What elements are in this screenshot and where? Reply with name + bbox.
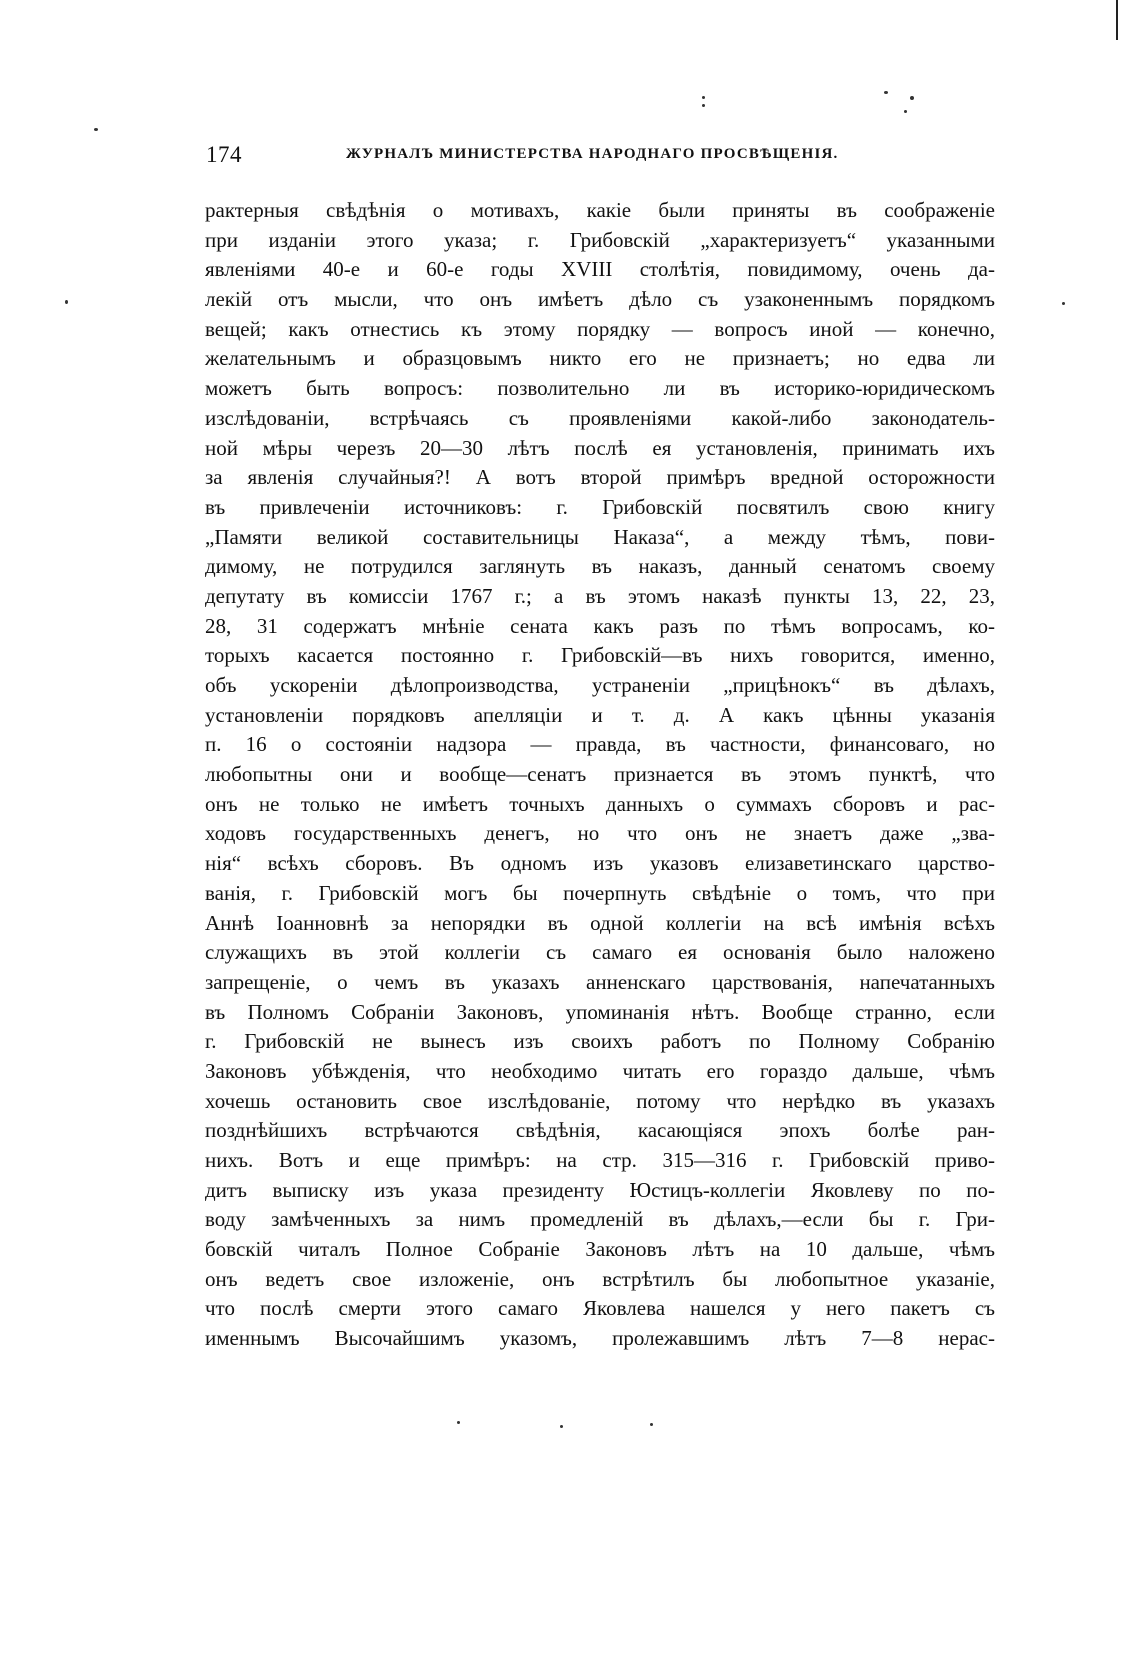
scan-speck: [702, 96, 705, 99]
text-line: вещей; какъ отнестись къ этому порядку — вопросъ иной — конечно,: [205, 316, 995, 341]
text-line: въ привлеченіи источниковъ: г. Грибовскій посвятилъ свою книгу: [205, 494, 995, 519]
text-line: въ Полномъ Собраніи Законовъ, упоминанія нѣтъ. Вообще странно, если: [205, 999, 995, 1024]
scan-speck: [884, 91, 888, 94]
text-line: онъ ведетъ свое изложеніе, онъ встрѣтилъ бы любопытное указаніе,: [205, 1266, 995, 1291]
text-line: именнымъ Высочайшимъ указомъ, пролежавшимъ лѣтъ 7—8 нерас-: [205, 1326, 995, 1351]
text-line: воду замѣченныхъ за нимъ промедленій въ дѣлахъ,—если бы г. Гри-: [205, 1207, 995, 1232]
text-line: г. Грибовскій не вынесъ изъ своихъ работъ по Полному Собранію: [205, 1029, 995, 1054]
scan-speck: [910, 96, 914, 100]
text-line: п. 16 о состояніи надзора — правда, въ частности, финансоваго, но: [205, 732, 995, 757]
text-line: ной мѣры черезъ 20—30 лѣтъ послѣ ея установленія, принимать ихъ: [205, 435, 995, 460]
text-line: при изданіи этого указа; г. Грибовскій „характеризуетъ“ указанными: [205, 227, 995, 252]
text-line: рактерныя свѣдѣнія о мотивахъ, какіе были приняты въ соображеніе: [205, 198, 995, 222]
scan-speck: [650, 1423, 653, 1426]
body-text: [205, 196, 995, 1354]
text-line: за явленія случайныя?! А вотъ второй примѣръ вредной осторожности: [205, 465, 995, 490]
text-line: онъ не только не имѣетъ точныхъ данныхъ о суммахъ сборовъ и рас-: [205, 791, 995, 816]
text-line: желательнымъ и образцовымъ никто его не признаетъ; но едва ли: [205, 346, 995, 371]
text-line: можетъ быть вопросъ: позволительно ли въ историко-юридическомъ: [205, 376, 995, 401]
scan-speck: [65, 300, 68, 304]
text-line: дитъ выписку изъ указа президенту Юстицъ-коллегіи Яковлеву по по-: [205, 1177, 995, 1202]
text-line: димому, не потрудился заглянуть въ наказъ, данный сенатомъ своему: [205, 554, 995, 579]
text-line: „Памяти великой составительницы Наказа“, а между тѣмъ, пови-: [205, 524, 995, 549]
scan-edge-line: [1116, 0, 1118, 40]
scan-speck: [904, 110, 907, 113]
text-line: хочешь остановить свое изслѣдованіе, потому что нерѣдко въ указахъ: [205, 1088, 995, 1113]
text-line: бовскій читалъ Полное Собраніе Законовъ лѣтъ на 10 дальше, чѣмъ: [205, 1237, 995, 1262]
text-line: Законовъ убѣжденія, что необходимо читать его гораздо дальше, чѣмъ: [205, 1058, 995, 1083]
scan-speck: [94, 128, 98, 131]
text-line: установленіи порядковъ апелляціи и т. д. А какъ цѣнны указанія: [205, 702, 995, 727]
text-line: нихъ. Вотъ и еще примѣръ: на стр. 315—316 г. Грибовскій приво-: [205, 1148, 995, 1172]
text-line: ходовъ государственныхъ денегъ, но что онъ не знаетъ даже „зва-: [205, 821, 995, 846]
page-header: [206, 142, 996, 172]
text-line: 28, 31 содержатъ мнѣніе сената какъ разъ по тѣмъ вопросамъ, ко-: [205, 613, 995, 638]
text-line: служащихъ въ этой коллегіи съ самаго ея основанія было наложено: [205, 940, 995, 965]
running-title: ЖУРНАЛЪ МИНИСТЕРСТВА НАРОДНАГО ПРОСВѢЩЕНІЯ.: [346, 146, 839, 162]
text-line: что послѣ смерти этого самаго Яковлева нашелся у него пакетъ съ: [205, 1296, 995, 1321]
text-line: торыхъ касается постоянно г. Грибовскій—въ нихъ говорится, именно,: [205, 643, 995, 668]
text-line: изслѣдованіи, встрѣчаясь съ проявленіями какой-либо законодатель-: [205, 405, 995, 430]
text-line: запрещеніе, о чемъ въ указахъ анненскаго царствованія, напечатанныхъ: [205, 969, 995, 994]
text-line: любопытны они и вообще—сенатъ признается въ этомъ пунктѣ, что: [205, 762, 995, 787]
scan-speck: [1062, 302, 1065, 305]
text-line: объ ускореніи дѣлопроизводства, устраненіи „прицѣнокъ“ въ дѣлахъ,: [205, 673, 995, 697]
page-number: 174: [206, 142, 242, 167]
text-line: нія“ всѣхъ сборовъ. Въ одномъ изъ указовъ елизаветинскаго царство-: [205, 851, 995, 876]
text-line: ванія, г. Грибовскій могъ бы почерпнуть свѣдѣніе о томъ, что при: [205, 880, 995, 905]
scan-speck: [457, 1421, 460, 1424]
scan-speck: [702, 104, 705, 107]
scan-speck: [560, 1425, 563, 1428]
text-line: депутату въ комиссіи 1767 г.; а въ этомъ наказѣ пункты 13, 22, 23,: [205, 583, 995, 608]
text-line: Аннѣ Іоанновнѣ за непорядки въ одной коллегіи на всѣ имѣнія всѣхъ: [205, 910, 995, 935]
text-line: явленіями 40-е и 60-е годы XVIII столѣтія, повидимому, очень да-: [205, 257, 995, 282]
text-line: позднѣйшихъ встрѣчаются свѣдѣнія, касающіяся эпохъ болѣе ран-: [205, 1118, 995, 1143]
text-line: лекій отъ мысли, что онъ имѣетъ дѣло съ узаконеннымъ порядкомъ: [205, 287, 995, 312]
